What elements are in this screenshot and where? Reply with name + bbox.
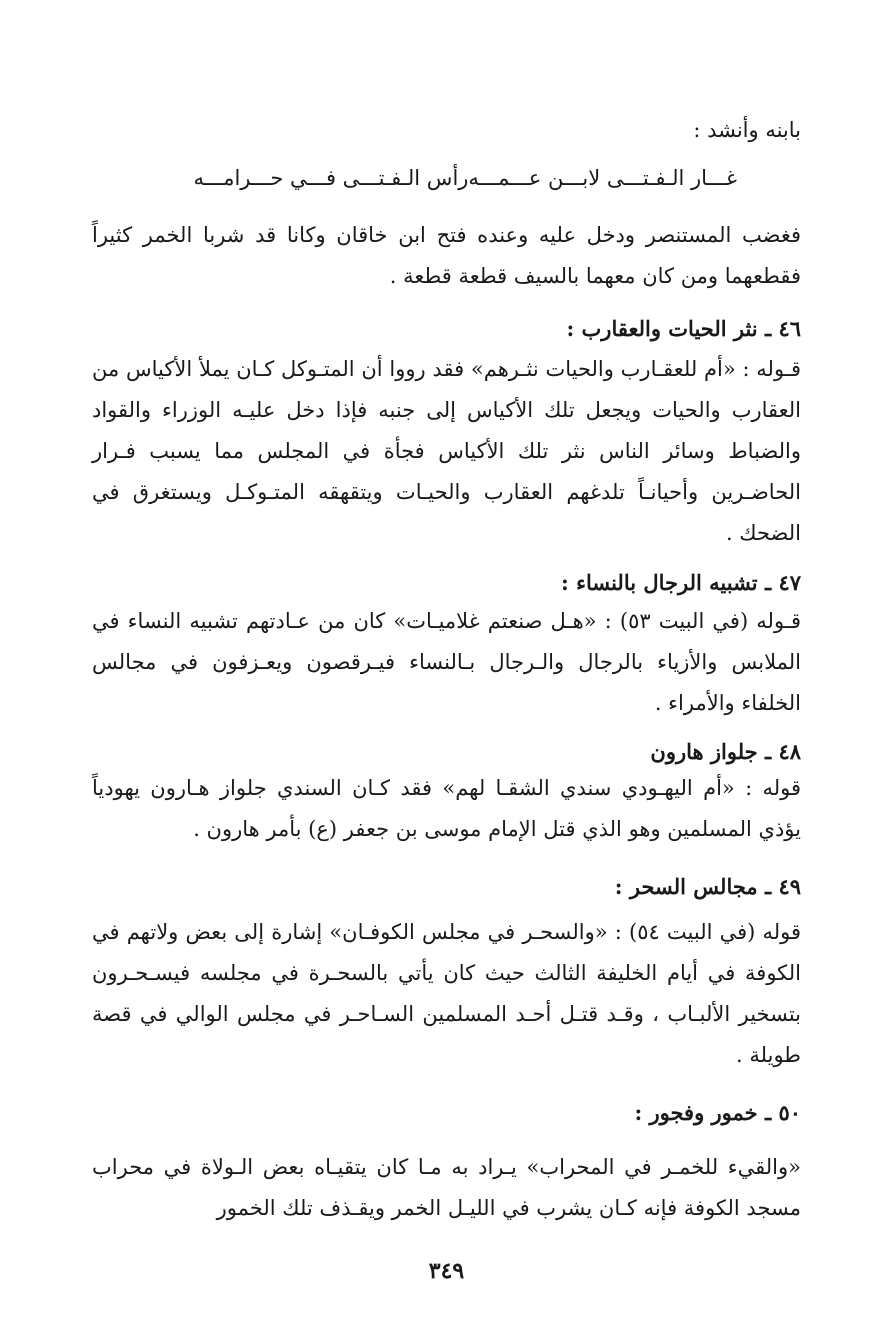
page-number: ٣٤٩: [428, 1258, 465, 1284]
heading-50: ٥٠ ـ خمور وفجور :: [634, 1100, 801, 1125]
paragraph-49: قوله (في البيت ٥٤) : «والسحـر في مجلس الكوفـان» إشارة إلى بعض ولاتهم في الكوفة في أيام الخليفة الثالث حيث كان يأتي بالسحـرة في مجلسه فيسـحـرون بتسخير الألبـاب ، وقـد قتـل أحـد المسلمين السـاحـر في مجلس الوالي في قصة طويلة .: [92, 920, 801, 1067]
paragraph-48: قوله : «أم اليهـودي سندي الشقـا لهم» فقد كـان السندي جلواز هـارون يهودياً يؤذي المسلمين وهو الذي قتل الإمام موسى بن جعفر (ع) بأمر هارون .: [92, 776, 801, 841]
intro-line: بابنه وأنشد :: [693, 118, 801, 142]
heading-47: ٤٧ ـ تشبيه الرجال بالنساء :: [561, 570, 801, 595]
heading-48: ٤٨ ـ جلواز هارون: [650, 739, 801, 764]
heading-49: ٤٩ ـ مجالس السحر :: [614, 874, 801, 899]
verse-left-hemistich: رأس الـفـتـــى فـــي حـــرامـــه: [193, 166, 469, 190]
paragraph-1: فغضب المستنصر ودخل عليه وعنده فتح ابن خاقان وكانا قد شربا الخمر كثيراً فقطعهما ومن كان معهما بالسيف قطعة قطعة .: [92, 223, 801, 288]
verse-line: [92, 158, 801, 199]
heading-46: ٤٦ ـ نثر الحيات والعقارب :: [566, 316, 801, 341]
paragraph-50: «والقيء للخمـر في المحراب» يـراد به مـا كان يتقيـاه بعض الـولاة في محراب مسجد الكوفة فإنه كـان يشرب في الليـل الخمر ويقـذف تلك الخمور: [92, 1155, 801, 1220]
paragraph-46: قـوله : «أم للعقـارب والحيات نثـرهم» فقد رووا أن المتـوكل كـان يملأ الأكياس من العقارب والحيات ويجعل تلك الأكياس إلى جنبه فإذا دخل عليـه الوزراء والقواد والضباط وسائر الناس نثر تلك الأكياس فجأة في المجلس مما يسبب فـرار الحاضـرين وأحيانـاً تلدغهم العقارب والحيـات ويتقهقه المتـوكـل ويستغرق في الضحك .: [92, 357, 802, 545]
paragraph-47: قـوله (في البيت ٥٣) : «هـل صنعتم غلاميـات» كان من عـادتهم تشبيه النساء في الملابس والأزياء بالرجال والـرجال بـالنساء فيـرقصون ويعـزفون في مجالس الخلفاء والأمراء .: [92, 609, 801, 715]
verse-right-hemistich: غـــار الـفـتـــى لابـــن عـــمـــه: [468, 166, 737, 190]
